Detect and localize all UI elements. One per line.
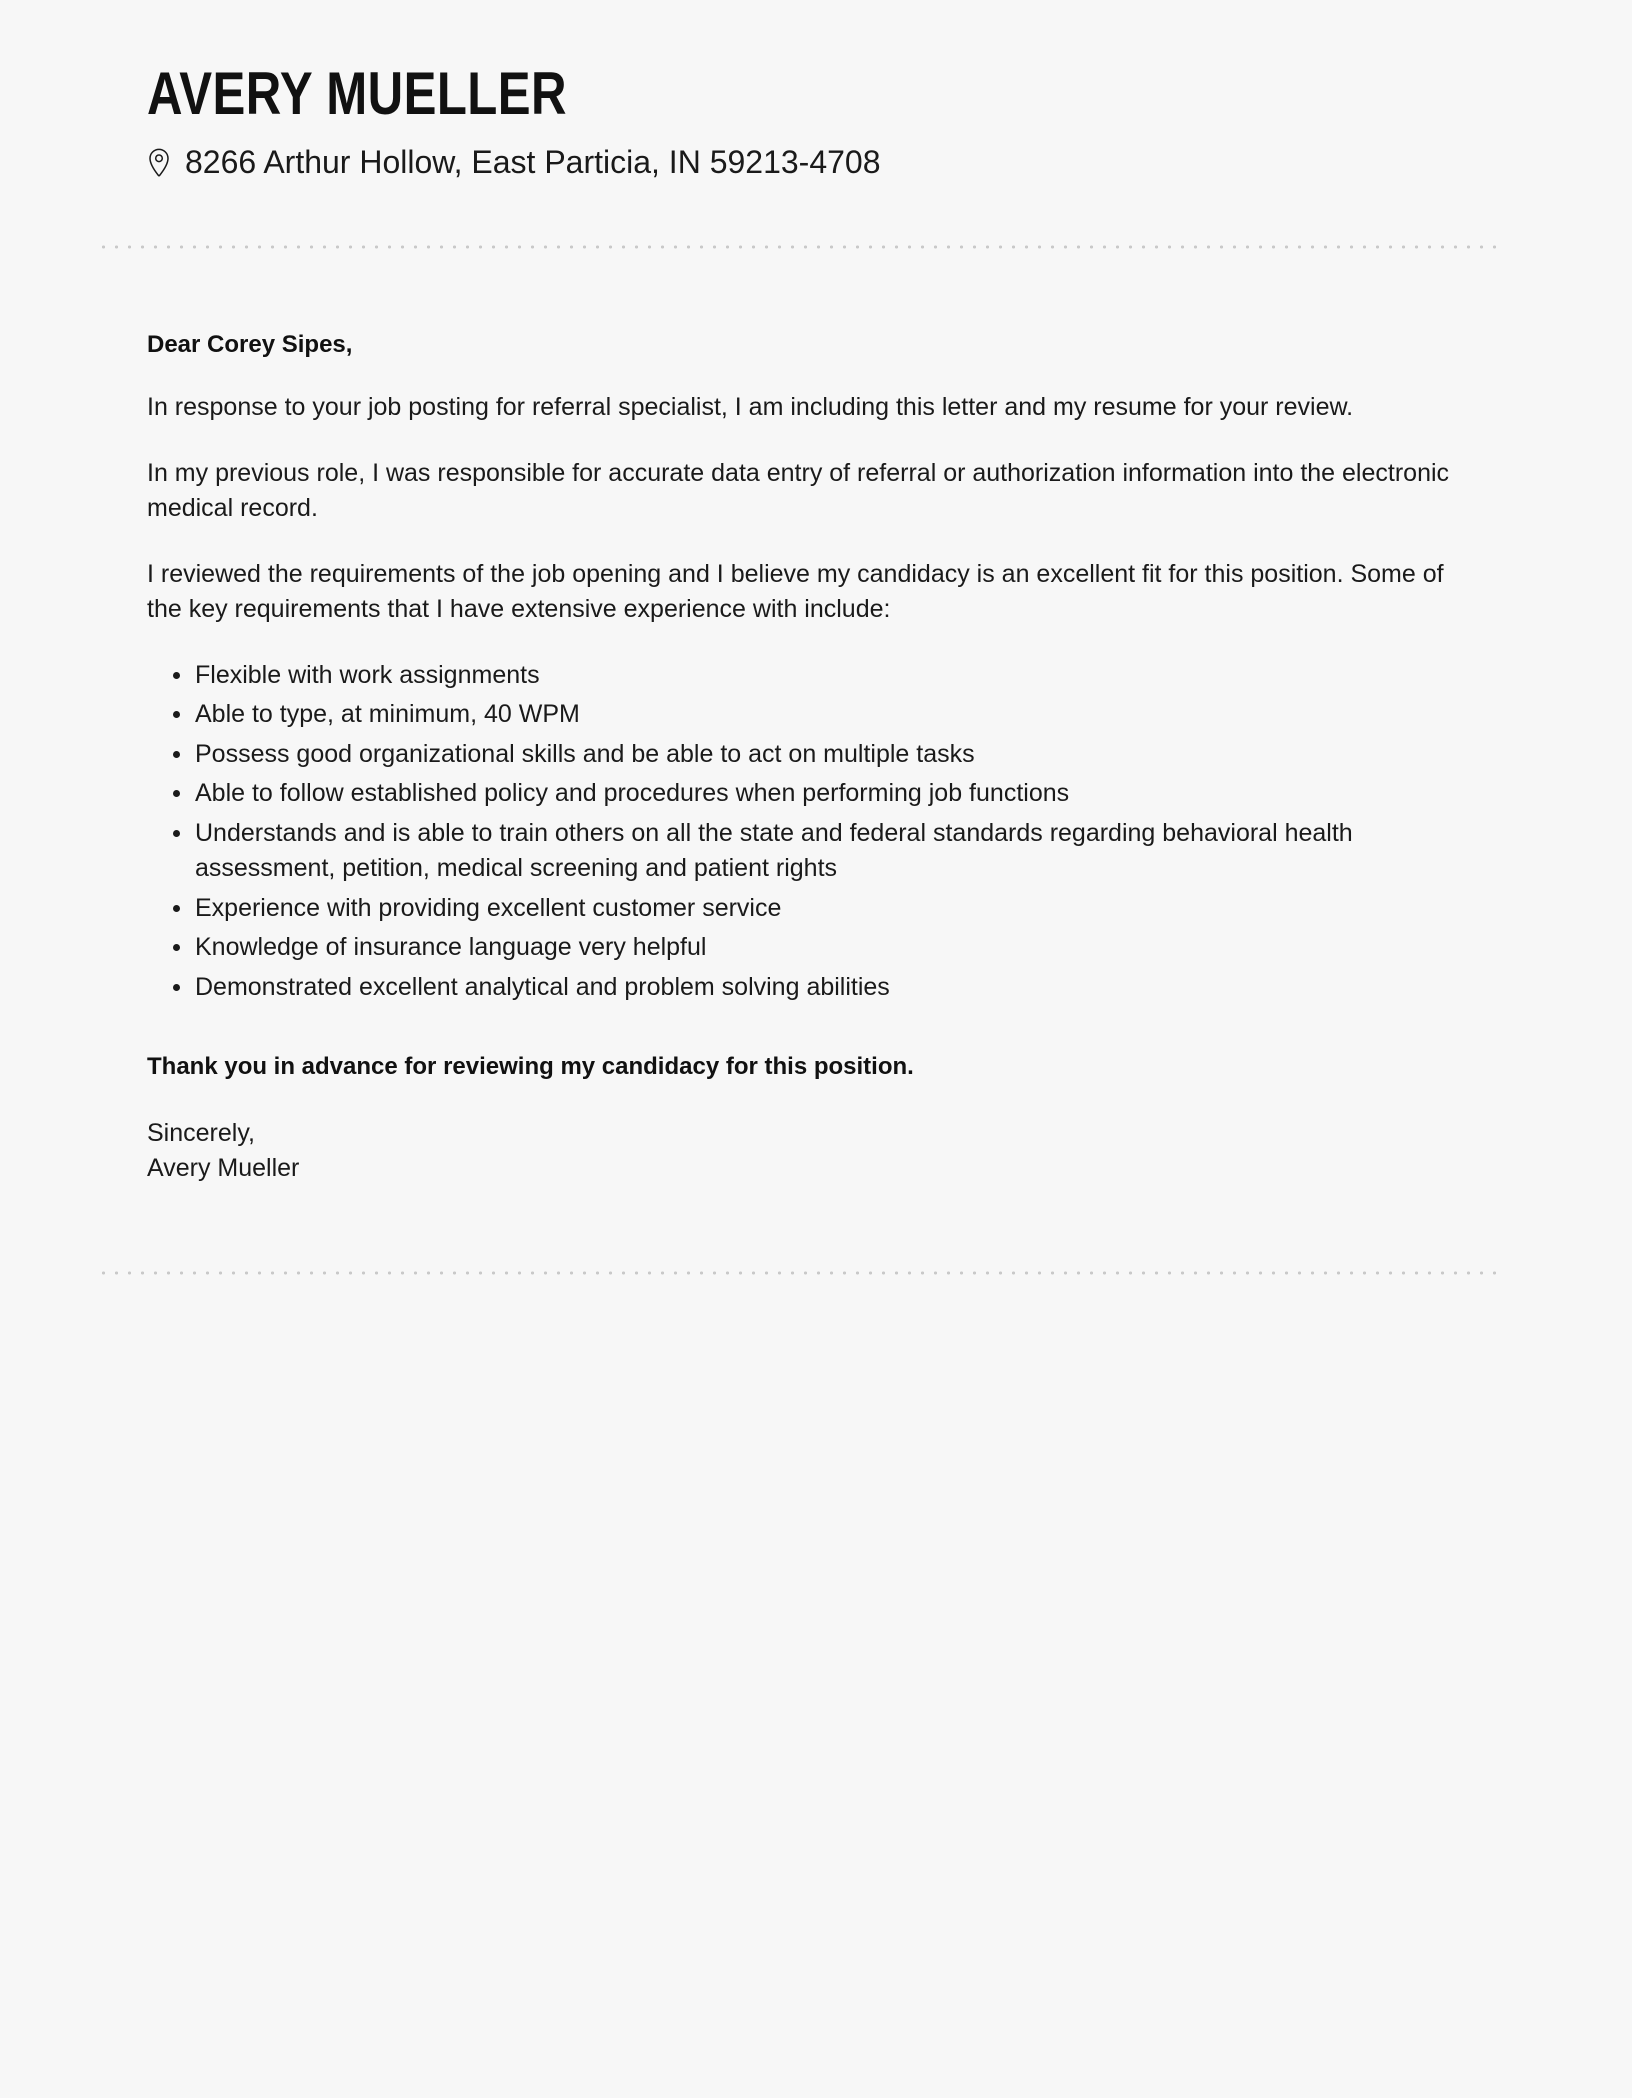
letter-body xyxy=(0,329,1632,1271)
signature-block xyxy=(147,1116,1472,1187)
divider-bottom xyxy=(97,1271,1501,1275)
map-pin-icon xyxy=(147,148,171,178)
salutation: Dear Corey Sipes, xyxy=(147,331,353,359)
list-item: Knowledge of insurance language very helpful xyxy=(147,930,1447,966)
contact-address-text: 8266 Arthur Hollow, East Particia, IN 59213-4708 xyxy=(185,143,881,180)
page-title: AVERY MUELLER xyxy=(147,60,567,127)
spacer xyxy=(147,1187,1472,1271)
body-paragraph-3: I reviewed the requirements of the job opening and I believe my candidacy is an excellent fit for this position. Some of the key requirements that I have extensive experience with include: xyxy=(147,559,1444,624)
contact-address-line xyxy=(147,143,1632,181)
body-paragraph-1: In response to your job posting for referral specialist, I am including this letter and my resume for your review. xyxy=(147,393,1354,422)
closing-statement: Thank you in advance for reviewing my candidacy for this position. xyxy=(147,1053,914,1081)
list-item: Possess good organizational skills and be able to act on multiple tasks xyxy=(147,737,1447,773)
signature-name: Avery Mueller xyxy=(147,1154,300,1183)
list-item: Experience with providing excellent customer service xyxy=(147,891,1447,927)
list-item: Able to follow established policy and procedures when performing job functions xyxy=(147,776,1447,812)
list-item: Demonstrated excellent analytical and problem solving abilities xyxy=(147,970,1447,1006)
list-item: Able to type, at minimum, 40 WPM xyxy=(147,697,1447,733)
body-paragraph-2: In my previous role, I was responsible for accurate data entry of referral or authorization information into the electronic medical record. xyxy=(147,458,1450,523)
divider-top xyxy=(97,245,1501,249)
list-item: Flexible with work assignments xyxy=(147,658,1447,694)
letter-header xyxy=(0,0,1632,181)
signoff-text: Sincerely, xyxy=(147,1118,255,1147)
requirements-list xyxy=(147,658,1447,1006)
list-item: Understands and is able to train others on all the state and federal standards regarding behavioral health assessment, petition, medical screening and patient rights xyxy=(147,816,1447,887)
